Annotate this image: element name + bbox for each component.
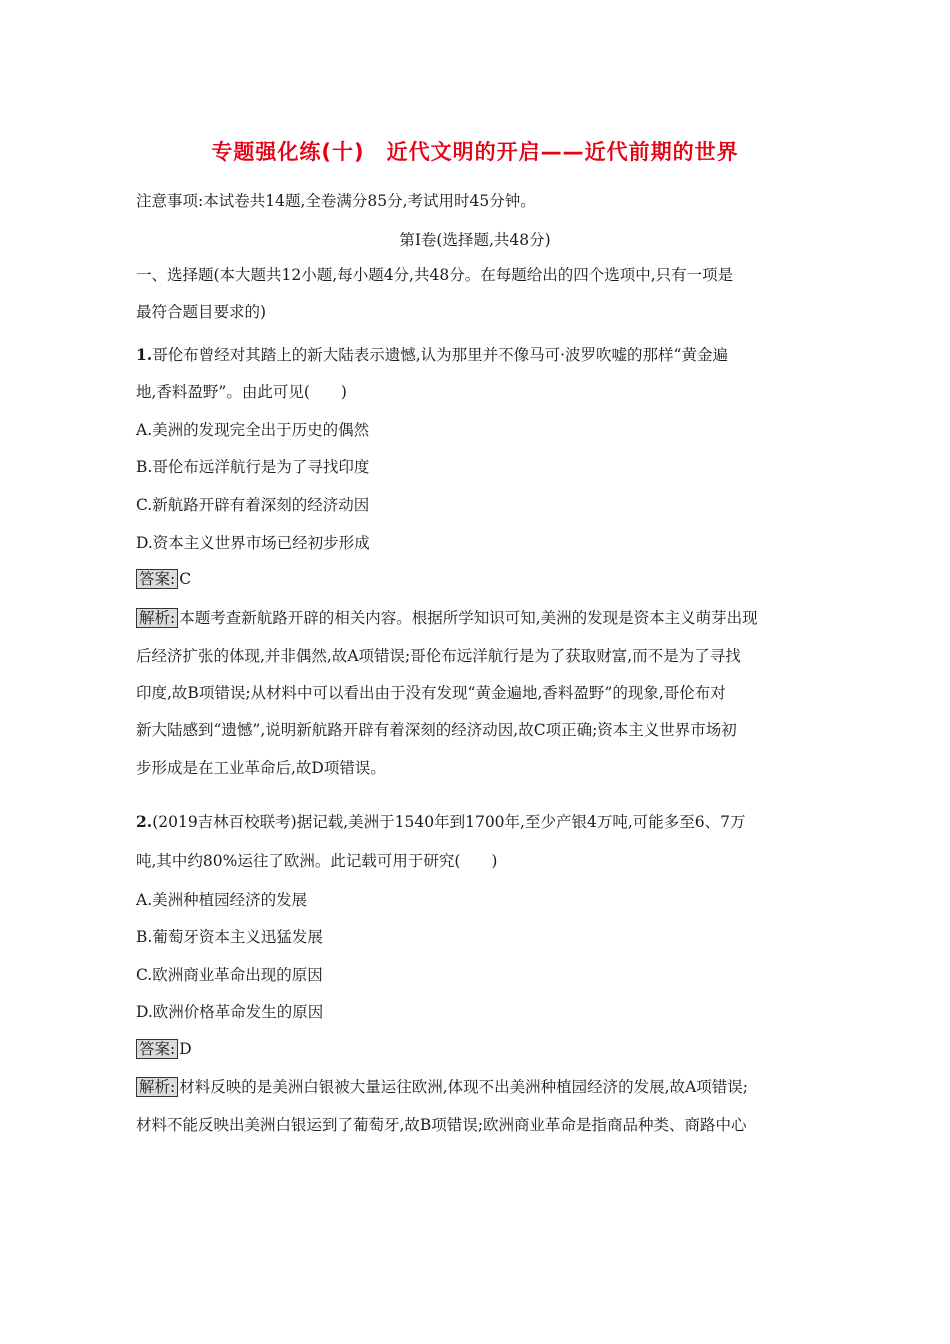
option-c: C.新航路开辟有着深刻的经济动因 — [136, 496, 370, 514]
option-a: A.美洲的发现完全出于历史的偶然 — [136, 421, 370, 439]
analysis-text-line: 后经济扩张的体现,并非偶然,故A项错误;哥伦布远洋航行是为了获取财富,而不是为了寻找 — [136, 647, 741, 665]
analysis-row — [136, 1077, 816, 1097]
answer-label: 答案: — [136, 569, 178, 589]
section-header: 第Ⅰ卷(选择题,共48分) — [399, 231, 551, 249]
option-d: D.资本主义世界市场已经初步形成 — [136, 534, 370, 552]
answer-row — [136, 1039, 816, 1059]
analysis-text-line: 材料不能反映出美洲白银运到了葡萄牙,故B项错误;欧洲商业革命是指商品种类、商路中心 — [136, 1116, 747, 1134]
option-d: D.欧洲价格革命发生的原因 — [136, 1003, 324, 1021]
question-number: 1. — [136, 345, 153, 364]
question-stem-line: (2019吉林百校联考)据记载,美洲于1540年到1700年,至少产银4万吨,可能多至6、7万 — [152, 813, 746, 831]
question-2-stem — [136, 812, 816, 832]
analysis-label: 解析: — [136, 608, 178, 628]
analysis-text-line: 印度,故B项错误;从材料中可以看出由于没有发现“黄金遍地,香料盈野”的现象,哥伦布对 — [136, 684, 726, 702]
document-title: 专题强化练(十) 近代文明的开启——近代前期的世界 — [211, 140, 739, 164]
analysis-text-line: 步形成是在工业革命后,故D项错误。 — [136, 759, 386, 777]
option-b: B.葡萄牙资本主义迅猛发展 — [136, 928, 323, 946]
question-stem-line: 哥伦布曾经对其踏上的新大陆表示遗憾,认为那里并不像马可·波罗吹嘘的那样“黄金遍 — [152, 346, 728, 364]
question-stem-line: 地,香料盈野”。由此可见( ) — [136, 383, 347, 401]
question-stem-line: 吨,其中约80%运往了欧洲。此记载可用于研究( ) — [136, 852, 498, 870]
analysis-text-line: 本题考查新航路开辟的相关内容。根据所学知识可知,美洲的发现是资本主义萌芽出现 — [179, 609, 758, 627]
analysis-label: 解析: — [136, 1077, 178, 1097]
option-c: C.欧洲商业革命出现的原因 — [136, 966, 323, 984]
analysis-text-line: 材料反映的是美洲白银被大量运往欧洲,体现不出美洲种植园经济的发展,故A项错误; — [179, 1078, 749, 1096]
analysis-row — [136, 608, 816, 628]
answer-value: D — [179, 1040, 192, 1058]
answer-value: C — [179, 570, 192, 588]
option-a: A.美洲种植园经济的发展 — [136, 891, 308, 909]
option-b: B.哥伦布远洋航行是为了寻找印度 — [136, 458, 370, 476]
answer-label: 答案: — [136, 1039, 178, 1059]
answer-row — [136, 569, 816, 589]
question-number: 2. — [136, 812, 153, 831]
analysis-text-line: 新大陆感到“遗憾”,说明新航路开辟有着深刻的经济动因,故C项正确;资本主义世界市场初 — [136, 721, 737, 739]
question-1-stem — [136, 345, 816, 365]
section-intro-line: 最符合题目要求的) — [136, 303, 267, 321]
section-intro-line: 一、选择题(本大题共12小题,每小题4分,共48分。在每题给出的四个选项中,只有一项是 — [136, 266, 734, 284]
exam-notice: 注意事项:本试卷共14题,全卷满分85分,考试用时45分钟。 — [136, 192, 536, 210]
